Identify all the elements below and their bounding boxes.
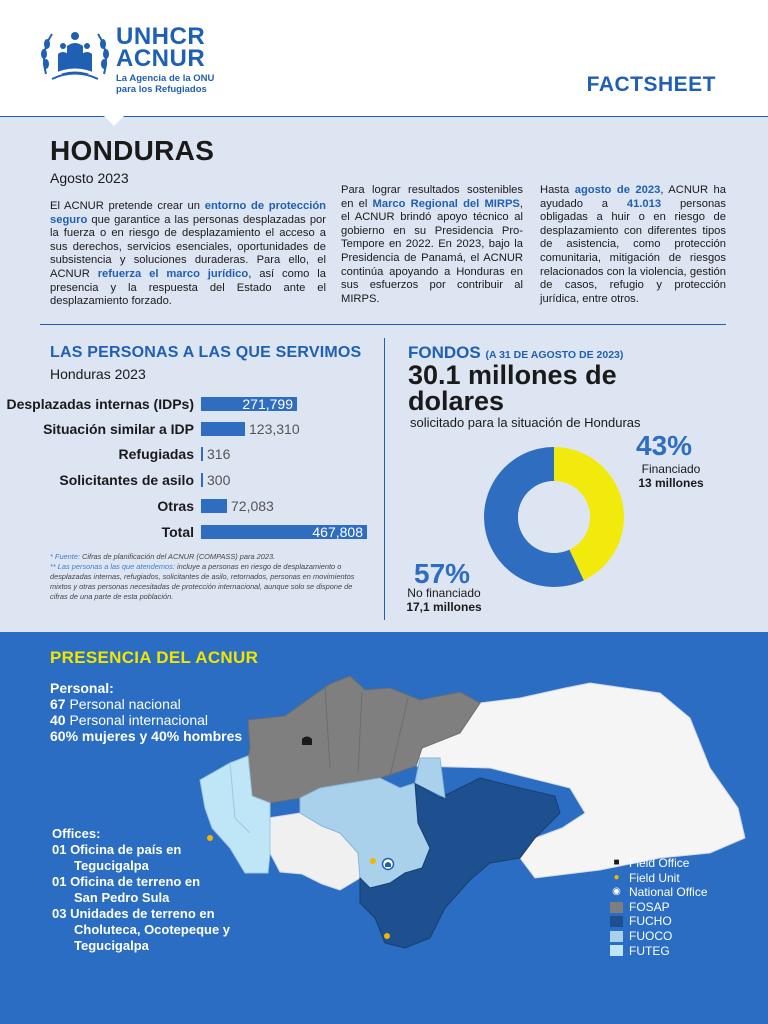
legend-item-field-unit: ● Field Unit bbox=[610, 871, 708, 886]
legend-item-field-office: ■ Field Office bbox=[610, 856, 708, 871]
population-row-label: Solicitantes de asilo bbox=[59, 472, 194, 488]
unfunded-amount: 17,1 millones bbox=[406, 600, 482, 614]
unfunded-label: No financiado bbox=[407, 586, 481, 600]
fuoco-swatch bbox=[610, 931, 623, 942]
funded-label: Financiado bbox=[641, 462, 701, 476]
population-title: LAS PERSONAS A LAS QUE SERVIMOS bbox=[50, 344, 362, 361]
intro-column-1: El ACNUR pretende crear un entorno de protección seguro que garantice a las personas desplazadas por la fuerza o en riesgo de desplazamiento el acceso a sus derechos, servicios esenciales, oportunidades de subsistencia y soluciones duraderas. Para ello, el ACNUR refuerza el marco jurídico, así como la presencia y la respuesta del Estado ante el desplazamiento forzado. bbox=[50, 200, 327, 308]
staff-summary: Personal: 67 Personal nacional 40 Personal internacional 60% mujeres y 40% hombres bbox=[50, 680, 243, 744]
field-unit-marker bbox=[384, 933, 390, 939]
population-notes: * Fuente: Cifras de planificación del ACNUR (COMPASS) para 2023. ** Las personas a las que atendemos: incluye a personas en riesgo de desplazamiento o desplazadas internas, refugiados, solicitantes de asilo, retornados, personas en movimientos mixtos y otras personas necesitadas de protección internacional, aunque solo se dispone de cifras de una parte de esta población. bbox=[50, 552, 355, 601]
field-office-icon bbox=[302, 737, 312, 746]
population-row-value: 316 bbox=[207, 446, 231, 462]
population-bar bbox=[201, 499, 227, 513]
logo-wordmark: UNHCR ACNUR bbox=[116, 23, 206, 72]
population-row bbox=[0, 394, 384, 414]
population-row bbox=[0, 470, 384, 490]
unfunded-percent: 57% bbox=[414, 558, 471, 589]
panel-notch bbox=[104, 116, 124, 126]
map-legend bbox=[610, 856, 708, 958]
field-unit-icon: ● bbox=[613, 871, 620, 883]
population-row-label: Otras bbox=[157, 498, 194, 514]
population-row-value: 300 bbox=[207, 472, 231, 488]
futeg-swatch bbox=[610, 945, 623, 956]
population-row-label: Refugiadas bbox=[118, 446, 194, 462]
population-row-label: Desplazadas internas (IDPs) bbox=[6, 396, 194, 412]
population-row-label: Situación similar a IDP bbox=[43, 421, 194, 437]
offices-summary: Offices: 01 Oficina de país en Tegucigalpa 01 Oficina de terreno en San Pedro Sula 03 Unidades de terreno en Choluteca, Ocotepeque y Tegucigalpa bbox=[52, 826, 231, 953]
funding-amount: 30.1 millones de dolares bbox=[408, 360, 617, 416]
legend-item-futeg: FUTEG bbox=[610, 944, 708, 959]
population-row-value: 271,799 bbox=[242, 396, 293, 412]
funded-amount: 13 millones bbox=[638, 476, 704, 490]
header bbox=[0, 0, 768, 116]
intro-column-3: Hasta agosto de 2023, ACNUR ha ayudado a 41.013 personas obligadas a huir o en riesgo de desplazamiento con diferentes tipos de asistencia, como protección comunitaria, mitigación de riesgos relacionados con la violencia, gestión de casos, refugio y protección jurídica, entre otros. bbox=[540, 184, 726, 305]
fucho-swatch bbox=[610, 916, 623, 927]
population-row-value: 123,310 bbox=[249, 421, 300, 437]
field-office-icon: ■ bbox=[613, 857, 620, 868]
population-row-value: 467,808 bbox=[312, 524, 363, 540]
national-office-icon: ◉ bbox=[612, 886, 621, 898]
funded-percent: 43% bbox=[636, 430, 693, 461]
intro-column-2: Para lograr resultados sostenibles en el Marco Regional del MIRPS, el ACNUR brindó apoyo técnico al gobierno en su Presidencia Pro-Tempore en 2022. En 2023, bajo la Presidencia de Panamá, el ACNUR continúa apoyando a Honduras en sus esfuerzos por contribuir al MIRPS. bbox=[341, 184, 523, 305]
population-row-value: 72,083 bbox=[231, 498, 274, 514]
country-title: HONDURAS bbox=[50, 135, 215, 166]
donut-hole bbox=[518, 481, 590, 553]
doc-type-label: FACTSHEET bbox=[586, 73, 716, 96]
funding-donut-chart bbox=[476, 446, 632, 588]
population-bar bbox=[201, 447, 203, 461]
unhcr-emblem-icon bbox=[38, 24, 112, 82]
national-office-icon bbox=[383, 859, 394, 870]
column-divider bbox=[384, 338, 385, 620]
funding-title: FONDOS (A 31 DE AGOSTO DE 2023) bbox=[408, 343, 624, 362]
field-unit-marker bbox=[370, 858, 376, 864]
legend-item-fosap: FOSAP bbox=[610, 900, 708, 915]
population-row-label: Total bbox=[161, 524, 194, 540]
population-row bbox=[0, 496, 384, 516]
presence-title: PRESENCIA DEL ACNUR bbox=[50, 648, 259, 667]
legend-item-national-office: ◉ National Office bbox=[610, 885, 708, 900]
funding-subtitle: solicitado para la situación de Honduras bbox=[410, 415, 641, 430]
population-bar bbox=[201, 422, 245, 436]
population-row bbox=[0, 444, 384, 464]
fosap-swatch bbox=[610, 902, 623, 913]
legend-item-fuoco: FUOCO bbox=[610, 929, 708, 944]
population-row bbox=[0, 522, 384, 542]
logo-tagline: La Agencia de la ONU para los Refugiados bbox=[116, 73, 215, 95]
population-subtitle: Honduras 2023 bbox=[50, 366, 146, 382]
population-row bbox=[0, 419, 384, 439]
section-divider bbox=[40, 324, 726, 325]
legend-item-fucho: FUCHO bbox=[610, 914, 708, 929]
population-bar bbox=[201, 473, 203, 487]
report-date: Agosto 2023 bbox=[50, 170, 129, 186]
